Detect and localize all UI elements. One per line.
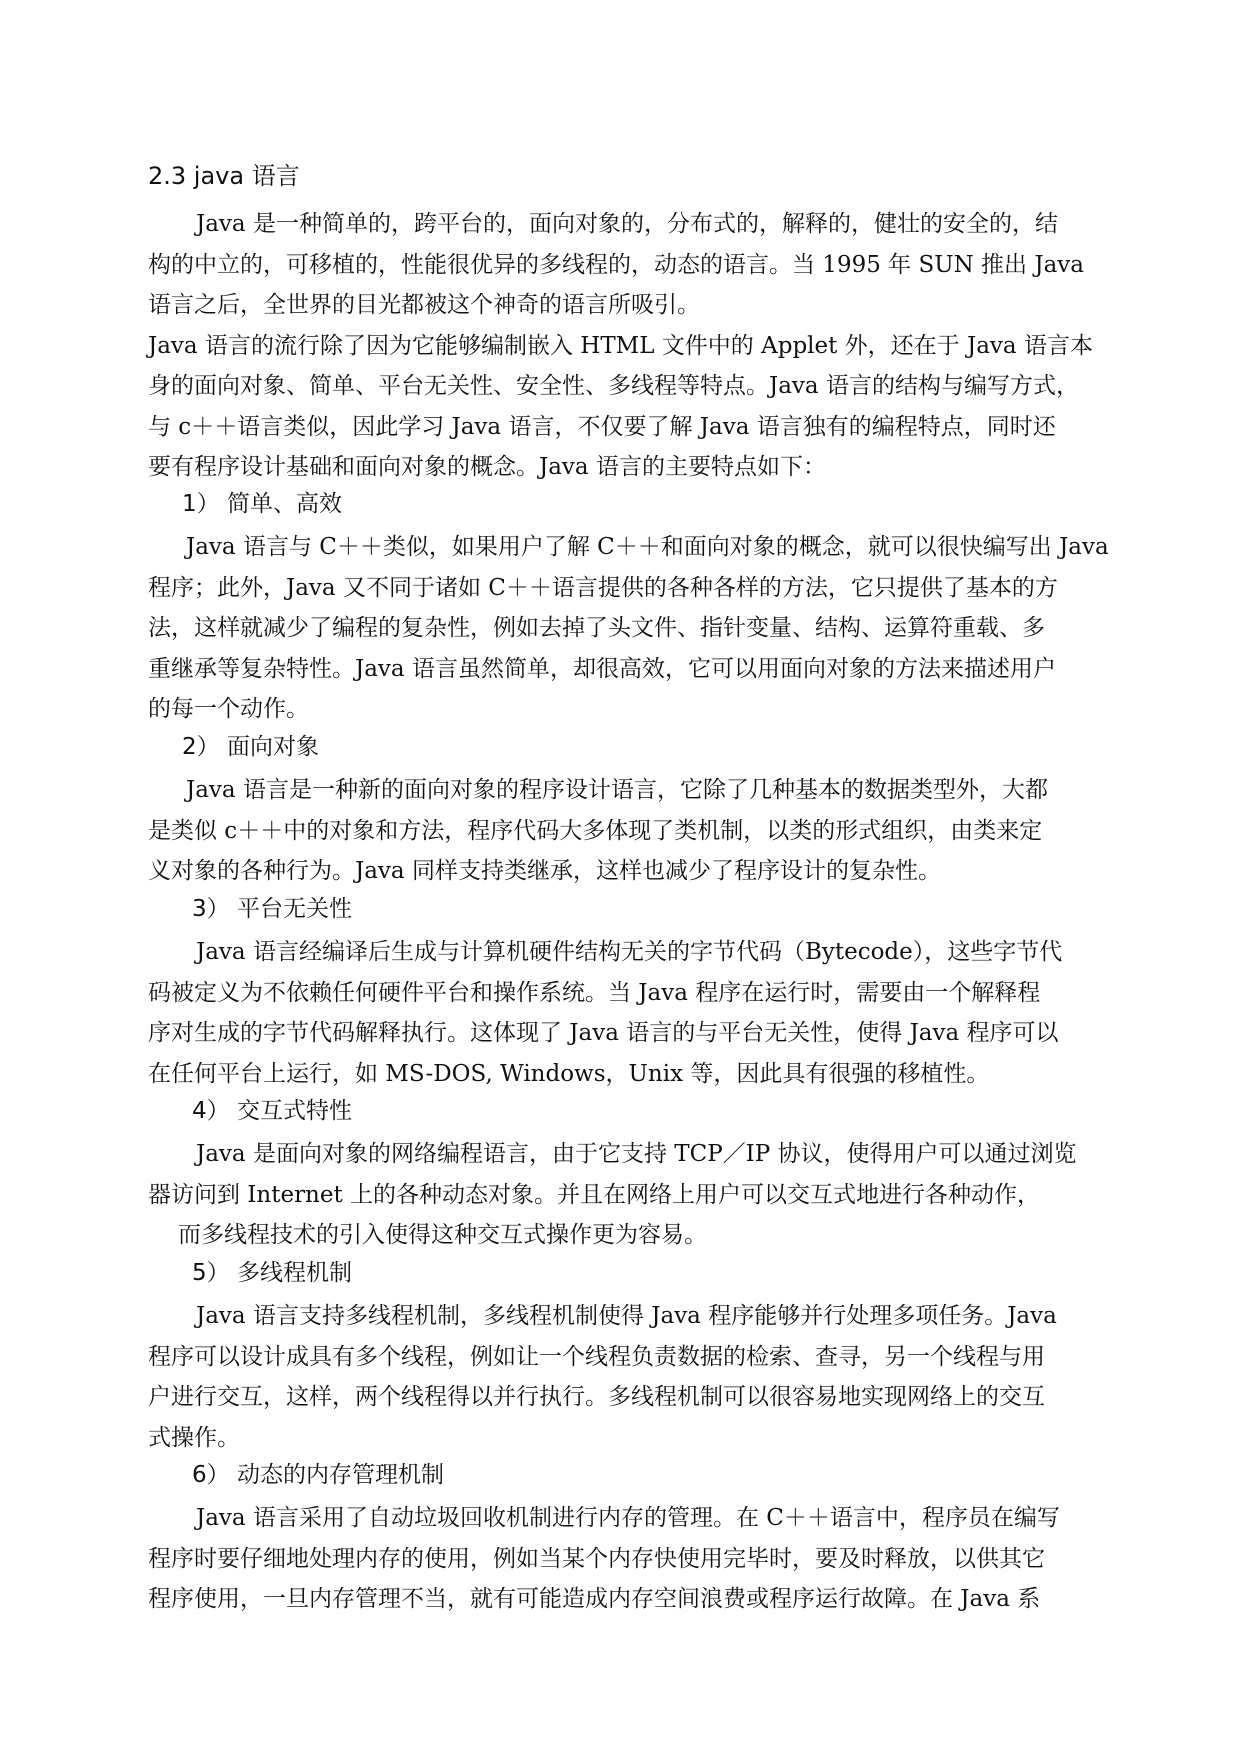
feature-heading: 6） 动态的内存管理机制 [192, 1462, 444, 1488]
feature-paragraph [148, 1134, 1108, 1256]
text-line: 序对生成的字节代码解释执行。这体现了 Java 语言的与平台无关性，使得 Java 程序可以 [148, 1020, 1059, 1046]
text-line: 而多线程技术的引入使得这种交互式操作更为容易。 [178, 1222, 707, 1248]
text-line: 程序；此外，Java 又不同于诸如 C＋＋语言提供的各种各样的方法，它只提供了基本的方 [148, 574, 1058, 601]
text-line: 式操作。 [148, 1424, 240, 1451]
feature-paragraph [148, 770, 1108, 892]
text-line: Java 语言是一种新的面向对象的程序设计语言，它除了几种基本的数据类型外，大都 [186, 777, 1048, 803]
feature-heading: 5） 多线程机制 [192, 1260, 352, 1286]
text-line: Java 语言与 C＋＋类似，如果用户了解 C＋＋和面向对象的概念，就可以很快编写出 Java [186, 534, 1109, 560]
feature-paragraph [148, 527, 1138, 730]
section-title: 2.3 java 语言 [148, 162, 300, 190]
feature-heading: 2） 面向对象 [182, 734, 319, 760]
feature-paragraph [148, 1296, 1108, 1458]
text-line: Java 是面向对象的网络编程语言，由于它支持 TCP／IP 协议，使得用户可以通过浏览 [196, 1141, 1077, 1167]
text-line: 要有程序设计基础和面向对象的概念。Java 语言的主要特点如下： [148, 454, 826, 480]
text-line: 程序时要仔细地处理内存的使用，例如当某个内存快使用完毕时，要及时释放，以供其它 [148, 1545, 1045, 1572]
text-line: 器访问到 Internet 上的各种动态对象。并且在网络上用户可以交互式地进行各种动作， [148, 1181, 1041, 1208]
feature-paragraph [148, 932, 1108, 1094]
text-line: 法，这样就减少了编程的复杂性，例如去掉了头文件、指针变量、结构、运算符重载、多 [148, 615, 1045, 641]
text-line: 程序使用，一旦内存管理不当，就有可能造成内存空间浪费或程序运行故障。在 Java 系 [148, 1586, 1041, 1612]
feature-heading: 3） 平台无关性 [192, 896, 352, 922]
text-line: 重继承等复杂特性。Java 语言虽然简单，却很高效，它可以用面向对象的方法来描述用户 [148, 655, 1056, 682]
text-line: 与 c＋＋语言类似，因此学习 Java 语言，不仅要了解 Java 语言独有的编程特点，同时还 [148, 413, 1056, 440]
text-line: Java 语言支持多线程机制，多线程机制使得 Java 程序能够并行处理多项任务。Java [196, 1303, 1057, 1329]
feature-heading: 1） 简单、高效 [182, 491, 342, 517]
feature-paragraph [148, 1498, 1108, 1620]
text-line: Java 语言采用了自动垃圾回收机制进行内存的管理。在 C＋＋语言中，程序员在编写 [196, 1505, 1060, 1531]
text-line: 义对象的各种行为。Java 同样支持类继承，这样也减少了程序设计的复杂性。 [148, 858, 941, 884]
text-line: 码被定义为不依赖任何硬件平台和操作系统。当 Java 程序在运行时，需要由一个解释程 [148, 979, 1041, 1006]
intro-paragraph [148, 204, 1108, 488]
text-line: 是类似 c＋＋中的对象和方法，程序代码大多体现了类机制，以类的形式组织，由类来定 [148, 817, 1043, 844]
text-line: 语言之后，全世界的目光都被这个神奇的语言所吸引。 [148, 292, 700, 318]
text-line: Java 是一种简单的，跨平台的，面向对象的，分布式的，解释的，健壮的安全的，结 [196, 211, 1058, 237]
text-line: 户进行交互，这样，两个线程得以并行执行。多线程机制可以很容易地实现网络上的交互 [148, 1384, 1045, 1410]
text-line: 身的面向对象、简单、平台无关性、安全性、多线程等特点。Java 语言的结构与编写方式， [148, 373, 1079, 399]
text-line: Java 语言的流行除了因为它能够编制嵌入 HTML 文件中的 Applet 外，还在于 Java 语言本 [148, 332, 1093, 359]
text-line: 构的中立的，可移植的，性能很优异的多线程的，动态的语言。当 1995 年 SUN 推出 Java [148, 251, 1084, 278]
text-line: 的每一个动作。 [148, 696, 309, 722]
feature-heading: 4） 交互式特性 [192, 1098, 352, 1124]
text-line: Java 语言经编译后生成与计算机硬件结构无关的字节代码（Bytecode），这些字节代 [196, 939, 1063, 965]
text-line: 程序可以设计成具有多个线程，例如让一个线程负责数据的检索、查寻，另一个线程与用 [148, 1343, 1045, 1370]
text-line: 在任何平台上运行，如 MS-DOS, Windows，Unix 等，因此具有很强的移植性。 [148, 1060, 990, 1087]
